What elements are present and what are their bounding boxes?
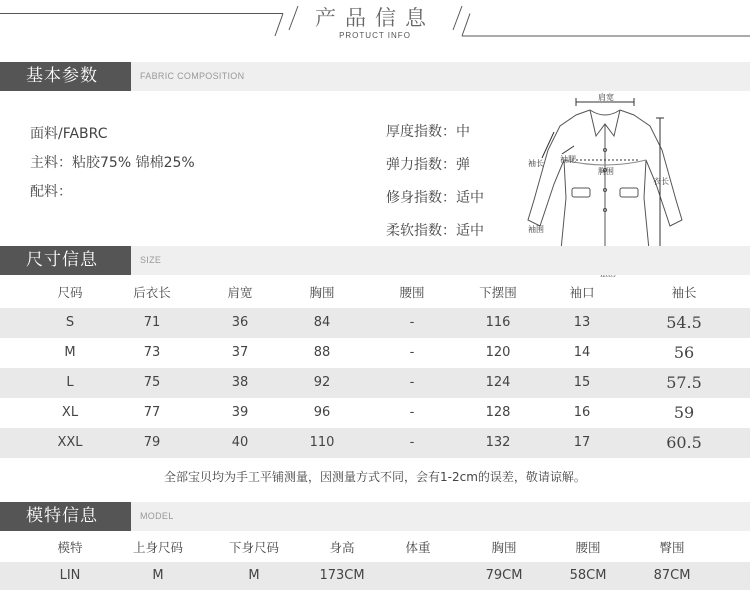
table-header-cell: 胸围: [491, 540, 517, 555]
table-cell: 17: [573, 435, 591, 450]
page-header: [0, 0, 750, 44]
table-cell: 124: [485, 375, 511, 390]
section-model-tag: 模特信息: [0, 502, 131, 531]
section-basic-tag: 基本参数: [0, 62, 131, 91]
table-header-cell: 肩宽: [227, 285, 253, 300]
table-cell: 71: [143, 315, 161, 330]
table-cell: -: [409, 405, 415, 420]
table-cell: -: [409, 435, 415, 450]
table-cell: M: [152, 568, 164, 583]
table-cell: 15: [573, 375, 591, 390]
section-size-tag: 尺寸信息: [0, 246, 131, 275]
index-label: 修身指数：: [386, 190, 456, 206]
table-cell: M: [64, 345, 76, 360]
table-cell: 56: [673, 343, 695, 362]
index-value: 适中: [456, 223, 484, 239]
page-subtitle: PROTUCT INFO: [339, 31, 411, 40]
table-cell: 58CM: [569, 568, 607, 583]
table-row: [0, 428, 750, 458]
table-row: [0, 308, 750, 338]
measurement-note: 全部宝贝均为手工平铺测量，因测量方式不同，会有1-2cm的误差，敬请谅解。: [164, 470, 586, 484]
index-value: 适中: [456, 190, 484, 206]
index-fit: [386, 187, 484, 207]
fabric-main: 主料：粘胶75% 锦棉25%: [30, 155, 195, 171]
table-cell: 79: [143, 435, 161, 450]
table-cell: 77: [143, 405, 161, 420]
index-label: 弹力指数：: [386, 157, 456, 173]
table-header-cell: 腰围: [575, 540, 601, 555]
table-cell: 84: [313, 315, 331, 330]
fabric-heading: 面料/FABRC: [30, 126, 108, 142]
index-value: 弹: [456, 157, 470, 173]
table-row: [0, 562, 750, 590]
table-cell: LIN: [59, 568, 81, 583]
table-cell: 96: [313, 405, 331, 420]
table-header-cell: 后衣长: [133, 285, 171, 300]
diagram-label-cuff: 袖围: [528, 225, 544, 234]
table-header-row: [0, 534, 750, 562]
table-cell: 40: [231, 435, 249, 450]
diagram-label-shoulder: 肩宽: [598, 93, 614, 102]
table-header-cell: 胸围: [309, 285, 335, 300]
table-header-cell: 袖口: [569, 285, 595, 300]
section-basic-en: FABRIC COMPOSITION: [140, 71, 245, 81]
section-size-en: SIZE: [140, 255, 162, 265]
table-cell: 128: [485, 405, 511, 420]
table-header-cell: 腰围: [399, 285, 425, 300]
table-cell: S: [65, 315, 75, 330]
table-cell: 60.5: [666, 433, 702, 452]
table-header-cell: 袖长: [671, 285, 697, 300]
diagram-label-chest: 胸围: [598, 167, 614, 176]
table-row: [0, 368, 750, 398]
table-cell: 13: [573, 315, 591, 330]
table-cell: 92: [313, 375, 331, 390]
index-thickness: [386, 121, 470, 141]
table-cell: XXL: [57, 435, 83, 450]
table-cell: 39: [231, 405, 249, 420]
table-cell: 87CM: [653, 568, 691, 583]
table-cell: -: [409, 375, 415, 390]
table-cell: -: [409, 345, 415, 360]
table-cell: 36: [231, 315, 249, 330]
table-cell: 120: [485, 345, 511, 360]
table-cell: XL: [61, 405, 79, 420]
table-cell: 132: [485, 435, 511, 450]
table-header-cell: 下摆围: [479, 285, 517, 300]
table-cell: 37: [231, 345, 249, 360]
index-elasticity: [386, 154, 470, 174]
table-cell: 173CM: [319, 568, 365, 583]
table-cell: -: [409, 315, 415, 330]
section-model-bar: [0, 502, 750, 531]
table-cell: 59: [673, 403, 695, 422]
diagram-label-armhole: 袖肥: [560, 155, 576, 164]
diagram-label-sleeve-length: 袖长: [528, 159, 544, 168]
index-softness: [386, 220, 484, 240]
table-header-cell: 模特: [57, 540, 83, 555]
table-cell: 16: [573, 405, 591, 420]
table-header-row: [0, 278, 750, 308]
diagram-label-length: 衣长: [653, 177, 669, 186]
fabric-accessory: 配料：: [30, 184, 72, 200]
page-title: 产品信息: [315, 6, 435, 30]
table-cell: 110: [309, 435, 335, 450]
table-cell: L: [66, 375, 74, 390]
table-cell: 38: [231, 375, 249, 390]
table-header-cell: 身高: [329, 540, 355, 555]
section-model-en: MODEL: [140, 511, 174, 521]
index-value: 中: [456, 124, 470, 140]
table-cell: 75: [143, 375, 161, 390]
table-header-cell: 下身尺码: [228, 540, 279, 555]
table-cell: 54.5: [666, 313, 702, 332]
table-cell: 73: [143, 345, 161, 360]
table-header-cell: 体重: [405, 540, 431, 555]
table-header-cell: 上身尺码: [132, 540, 183, 555]
section-size-bar: [0, 246, 750, 275]
table-row: [0, 338, 750, 368]
section-basic-bar: [0, 62, 750, 91]
table-cell: 14: [573, 345, 591, 360]
table-cell: 79CM: [485, 568, 523, 583]
index-label: 厚度指数：: [386, 124, 456, 140]
table-cell: 88: [313, 345, 331, 360]
table-cell: M: [248, 568, 260, 583]
table-cell: 116: [485, 315, 511, 330]
table-row: [0, 398, 750, 428]
table-header-cell: 臀围: [659, 540, 685, 555]
table-cell: 57.5: [666, 373, 702, 392]
table-header-cell: 尺码: [57, 285, 83, 300]
index-label: 柔软指数：: [386, 223, 456, 239]
